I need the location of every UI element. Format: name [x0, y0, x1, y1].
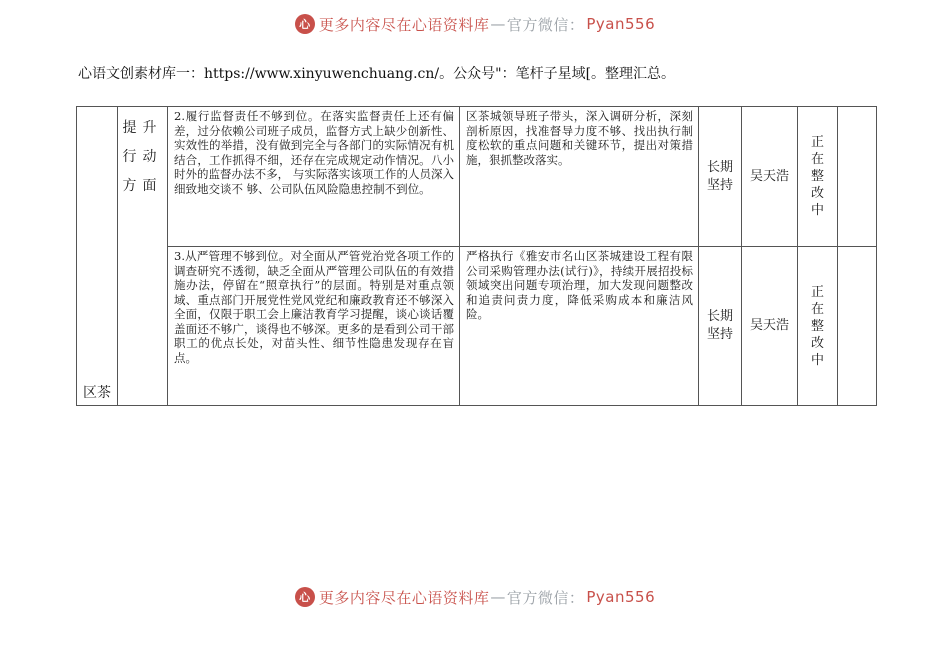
issue-cell: 2.履行监督责任不够到位。在落实监督责任上还有偏差，过分依赖公司班子成员，监督方式上缺少创新性、实效性的举措，没有做到完全与各部门的实际情况有机结合，工作抓得不细，还存在完成规定动作情况。八小时外的监督办法不多， 与实际落实该项工作的人员深入细致地交谈不 够、公司队伍风险隐患控制不到位。 — [168, 107, 460, 247]
watermark-official: 官方微信： — [506, 588, 585, 607]
department-cell: 区茶 — [77, 107, 118, 406]
status-cell — [798, 107, 838, 247]
term-text: 长期坚持 — [706, 309, 733, 342]
table-row — [77, 247, 877, 406]
watermark-official: 官方微信： — [506, 15, 585, 34]
watermark-logo-icon: 心 — [295, 587, 315, 607]
rectification-table — [76, 106, 877, 406]
watermark-text: 更多内容尽在心语资料库 — [318, 15, 490, 34]
status-cell — [798, 247, 838, 406]
measure-cell: 区茶城领导班子带头，深入调研分析，深刻剖析原因，找准督导力度不够、找出执行制度松软的重点问题和关键环节，提出对策措施，狠抓整改落实。 — [460, 107, 699, 247]
bottom-watermark — [0, 584, 950, 610]
term-text: 长期坚持 — [706, 159, 733, 193]
watermark-separator: — — [490, 588, 506, 606]
category-cell: 提升行动方面 — [118, 107, 168, 406]
term-cell — [699, 107, 742, 247]
table-row — [77, 107, 877, 247]
measure-cell: 严格执行《雅安市名山区茶城建设工程有限公司采购管理办法(试行)》，持续开展招投标领域突出问题专项治理，加大发现问题整改和追责问责力度，降低采购成本和廉洁风险。 — [460, 247, 699, 406]
watermark-logo-icon: 心 — [295, 14, 315, 34]
watermark-contact: Pyan556 — [586, 15, 656, 33]
watermark-contact: Pyan556 — [586, 588, 656, 606]
note-cell — [838, 107, 877, 247]
status-text: 正在整改中 — [810, 284, 824, 368]
term-cell — [699, 247, 742, 406]
issue-cell: 3.从严管理不够到位。对全面从严管党治党各项工作的调查研究不透彻，缺乏全面从严管理公司队伍的有效措施办法，停留在“照章执行”的层面。特别是对重点领域、重点部门开展党性党风党纪和廉政教育还不够深入全面，仅限于职工会上廉洁教育学习提醒，谈心谈话覆盖面还不够广，谈得也不够深。更多的是看到公司干部职工的优点长处，对苗头性、细节性隐患发现存在盲点。 — [168, 247, 460, 406]
source-header: 心语文创素材库一：https://www.xinyuwenchuang.cn/。公众号"：笔杆子星域[。整理汇总。 — [78, 66, 676, 82]
watermark-text: 更多内容尽在心语资料库 — [318, 588, 490, 607]
watermark-separator: — — [490, 15, 506, 33]
top-watermark — [0, 11, 950, 37]
person-cell: 吴天浩 — [742, 107, 798, 247]
status-text: 正在整改中 — [810, 135, 824, 218]
person-cell: 吴天浩 — [742, 247, 798, 406]
note-cell — [838, 247, 877, 406]
